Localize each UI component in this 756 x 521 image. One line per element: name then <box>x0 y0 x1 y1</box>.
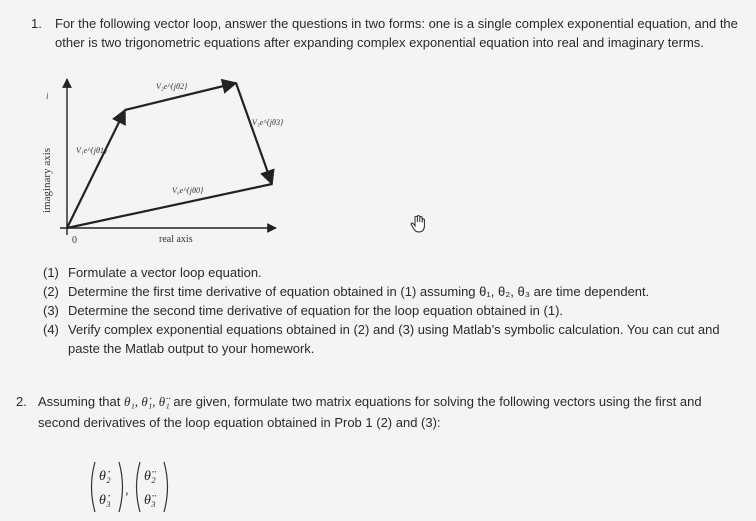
subquestion-label: (2) <box>43 284 59 299</box>
question-1 <box>31 14 741 52</box>
v3-label: V₃e^{jθ3} <box>252 118 284 127</box>
question-2-text-before: Assuming that <box>38 394 121 409</box>
subquestion-text: Verify complex exponential equations obtained in (2) and (3) using Matlab’s symbolic calculation. You can cut and paste the Matlab output to your homework. <box>68 322 720 356</box>
column-vectors <box>86 458 176 516</box>
subquestion-text: Determine the first time derivative of equation obtained in (1) assuming θ₁, θ₂, θ₃ are time dependent. <box>68 284 650 299</box>
origin-label: 0 <box>72 235 77 246</box>
v1-label: V₁e^{jθ1} <box>76 146 108 155</box>
subquestion-label: (1) <box>43 265 59 280</box>
vector-loop-figure <box>40 73 284 253</box>
vector-first-top: θ̇₂ <box>99 469 111 484</box>
list-item <box>43 263 743 282</box>
v2-label: V₂e^{jθ2} <box>156 82 188 91</box>
question-1-number: 1. <box>31 16 42 31</box>
v0-label: V₀e^{jθ0} <box>172 186 204 195</box>
vector-second-top: θ̈₂ <box>144 469 156 484</box>
question-2-text-after: are given, formulate two matrix equations for solving the following vectors using the first and second derivatives of the loop equation obtained in Prob 1 (2) and (3): <box>38 394 702 430</box>
subquestion-label: (4) <box>43 322 59 337</box>
subquestion-text: Formulate a vector loop equation. <box>68 265 262 280</box>
question-2-number: 2. <box>16 394 27 409</box>
list-item <box>43 282 743 301</box>
list-item <box>43 301 743 320</box>
vector-v3 <box>236 83 272 184</box>
i-label: i <box>46 91 49 101</box>
subquestion-label: (3) <box>43 303 59 318</box>
vector-second-bottom: θ̈₃ <box>144 493 156 508</box>
subquestion-text: Determine the second time derivative of equation for the loop equation obtained in (1). <box>68 303 564 318</box>
list-item <box>43 320 743 358</box>
vector-v0 <box>67 184 272 228</box>
vector-separator: , <box>125 482 129 497</box>
question-2-math: θ₁, θ̇₁, θ̈₁ <box>124 394 170 409</box>
question-1-text: For the following vector loop, answer the questions in two forms: one is a single complex exponential equation, and the other is two trigonometric equations after expanding complex exponential equation into real and imaginary terms. <box>55 16 738 50</box>
x-axis-label: real axis <box>159 234 193 245</box>
vector-v1 <box>67 110 125 228</box>
question-2 <box>16 391 736 433</box>
hand-cursor-icon <box>410 215 426 238</box>
subquestion-list <box>43 263 743 358</box>
y-axis-label: imaginary axis <box>41 147 53 213</box>
vector-first-bottom: θ̇₃ <box>99 493 111 508</box>
